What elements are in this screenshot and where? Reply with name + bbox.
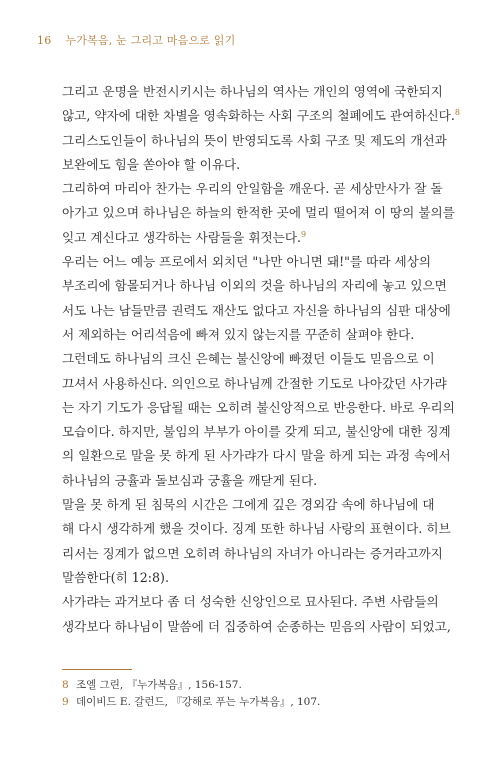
footnote-number: 8 — [62, 679, 69, 691]
paragraph — [62, 590, 451, 639]
body-text — [62, 80, 460, 639]
text-line: 잊고 계신다고 생각하는 사람들을 휘젓는다.$^9$ — [62, 229, 307, 245]
text-line: 아가고 있으며 하나님은 하늘의 한적한 곳에 멀리 떨어져 이 땅의 불의를 — [62, 205, 455, 221]
text-line: 그리스도인들이 하나님의 뜻이 반영되도록 사회 구조 및 제도의 개선과 — [62, 132, 447, 148]
text-line: 그런데도 하나님의 크신 은혜는 불신앙에 빠졌던 이들도 믿음으로 이 — [62, 351, 435, 367]
text-line: 보완에도 힘을 쏟아야 할 이유다. — [62, 156, 241, 172]
text-line: 서도 나는 남들만큼 권력도 재산도 없다고 자신을 하나님의 심판 대상에 — [62, 302, 451, 318]
text-line: 그리하여 마리아 찬가는 우리의 안일함을 깨운다. 곧 세상만사가 잘 돌 — [62, 181, 443, 197]
text-line: 말을 못 하게 된 침묵의 시간은 그에게 깊은 경외감 속에 하나님에 대 — [62, 497, 435, 513]
paragraph — [62, 177, 455, 250]
footnote-item — [62, 694, 442, 711]
paragraph — [62, 493, 451, 590]
page-number: 16 — [37, 34, 52, 47]
text-line: 사가랴는 과거보다 좀 더 성숙한 신앙인으로 묘사된다. 주변 사람들의 — [62, 594, 439, 610]
footnote-text: 데이비드 E. 갈런드, 『강해로 푸는 누가복음』, 107. — [76, 696, 321, 708]
text-line: 는 자기 기도가 응답될 때는 오히려 불신앙적으로 반응한다. 바로 우리의 — [62, 399, 455, 415]
paragraph — [62, 347, 455, 493]
text-line: 그리고 운명을 반전시키시는 하나님의 역사는 개인의 영역에 국한되지 — [62, 84, 443, 99]
footnotes — [62, 677, 442, 711]
footnote-item — [62, 677, 442, 694]
footnote-divider — [62, 669, 132, 670]
text-line: 말씀한다(히 12:8). — [62, 569, 169, 585]
text-line: 하나님의 긍휼과 돌보심과 궁휼을 깨닫게 된다. — [62, 472, 318, 488]
text-line: 부조리에 함몰되거나 하나님 이외의 것을 하나님의 자리에 놓고 있으면 — [62, 278, 447, 294]
text-line: 끄셔서 사용하신다. 의인으로 하나님께 간절한 기도로 나아갔던 사가랴 — [62, 375, 447, 391]
footnote-marker[interactable]: 8 — [454, 108, 460, 118]
text-line: 해 다시 생각하게 했을 것이다. 징계 또한 하나님 사랑의 표현이다. 히브 — [62, 521, 451, 537]
text-line: 서 제외하는 어리석음에 빠져 있지 않는지를 꾸준히 살펴야 한다. — [62, 326, 415, 342]
text-line: 않고, 약자에 대한 차별을 영속화하는 사회 구조의 철폐에도 관여하신다.$^8$ — [62, 108, 460, 124]
text-line: 생각보다 하나님이 말씀에 더 집중하여 순종하는 믿음의 사람이 되었고, — [62, 618, 451, 634]
running-header — [37, 32, 235, 48]
footnote-text: 조엘 그린, 『누가복음』, 156-157. — [76, 679, 242, 691]
book-title: 누가복음, 눈 그리고 마음으로 읽기 — [65, 34, 236, 47]
paragraph — [62, 250, 451, 347]
text-line: 의 일환으로 말을 못 하게 된 사가랴가 다시 말을 하게 되는 과정 속에서 — [62, 448, 451, 464]
text-line: 모습이다. 하지만, 불임의 부부가 아이를 갖게 되고, 불신앙에 대한 징계 — [62, 424, 451, 440]
footnote-marker[interactable]: 9 — [301, 229, 307, 239]
text-line: 우리는 어느 예능 프로에서 외치던 "나만 아니면 돼!"를 따라 세상의 — [62, 254, 431, 270]
paragraph — [62, 80, 460, 177]
text-line: 리서는 징계가 없으면 오히려 하나님의 자녀가 아니라는 증거라고까지 — [62, 545, 443, 561]
footnote-number: 9 — [62, 696, 69, 708]
